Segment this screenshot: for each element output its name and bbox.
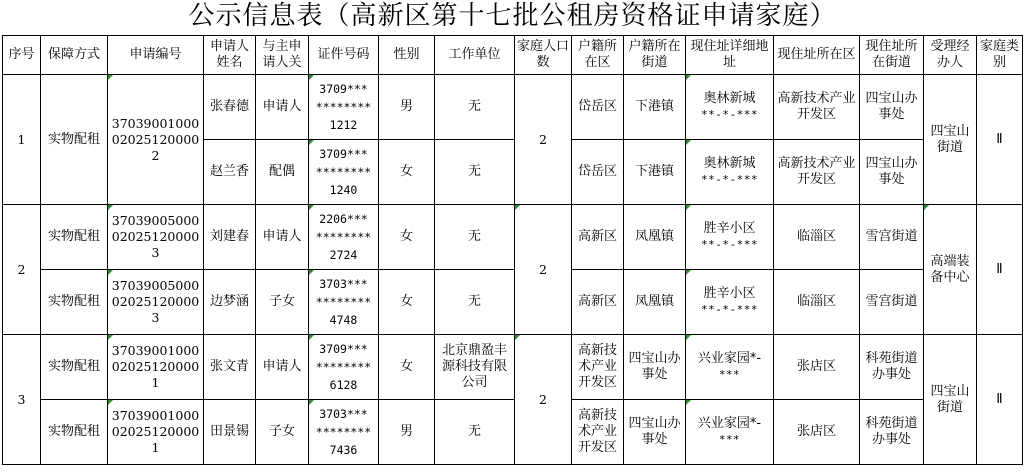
address-cell — [686, 75, 774, 140]
family-size-cell: 2 — [515, 75, 572, 205]
header-hukou-street: 户籍所在街道 — [624, 36, 686, 75]
header-family-size: 家庭人口数 — [515, 36, 572, 75]
office-cell: 四宝山街道 — [924, 75, 977, 205]
seq-cell: 3 — [3, 335, 41, 465]
address-cell — [686, 335, 774, 400]
employer-cell: 无 — [435, 205, 515, 270]
table-row — [3, 205, 1023, 270]
gender-cell: 女 — [379, 205, 435, 270]
name-cell: 边梦涵 — [204, 270, 256, 335]
table-row — [3, 335, 1023, 400]
cur-district-cell: 高新技术产业开发区 — [774, 140, 860, 205]
name-cell: 张文青 — [204, 335, 256, 400]
cur-street-cell: 雪宫街道 — [860, 270, 924, 335]
cur-district-cell: 高新技术产业开发区 — [774, 75, 860, 140]
cur-street-cell: 四宝山办事处 — [860, 75, 924, 140]
address-text: 奥林新城 — [703, 91, 756, 106]
relation-cell: 申请人 — [256, 335, 309, 400]
employer-cell: 北京鼎盈丰源科技有限公司 — [435, 335, 515, 400]
id-cell: 3709*** ******** 6128 — [309, 335, 379, 400]
hukou-district-cell: 高新区 — [572, 205, 624, 270]
hukou-district-cell: 岱岳区 — [572, 140, 624, 205]
header-address: 现住址详细地址 — [686, 36, 774, 75]
family-size-cell: 2 — [515, 205, 572, 335]
header-relation: 与主申请人关 — [256, 36, 309, 75]
header-gender: 性别 — [379, 36, 435, 75]
relation-cell: 子女 — [256, 400, 309, 465]
method-cell: 实物配租 — [41, 335, 108, 400]
header-category: 家庭类别 — [977, 36, 1023, 75]
app-no-cell: 37039005000020251200003 — [108, 270, 204, 335]
address-mask: **-*-*** — [701, 238, 758, 251]
hukou-street-cell: 凤凰镇 — [624, 270, 686, 335]
method-cell: 实物配租 — [41, 270, 108, 335]
name-cell: 刘建春 — [204, 205, 256, 270]
hukou-district-cell: 高新区 — [572, 270, 624, 335]
gender-cell: 男 — [379, 75, 435, 140]
hukou-district-cell: 岱岳区 — [572, 75, 624, 140]
hukou-street-cell: 四宝山办事处 — [624, 335, 686, 400]
employer-cell: 无 — [435, 400, 515, 465]
header-method: 保障方式 — [41, 36, 108, 75]
hukou-district-cell: 高新技术产业开发区 — [572, 335, 624, 400]
hukou-street-cell: 四宝山办事处 — [624, 400, 686, 465]
header-cur-district: 现住址所在区 — [774, 36, 860, 75]
hukou-street-cell: 凤凰镇 — [624, 205, 686, 270]
table-row — [3, 400, 1023, 465]
address-text: 奥林新城 — [703, 156, 756, 171]
hukou-street-cell: 下港镇 — [624, 140, 686, 205]
table-row — [3, 75, 1023, 140]
relation-cell: 申请人 — [256, 75, 309, 140]
cur-street-cell: 四宝山办事处 — [860, 140, 924, 205]
id-cell: 3703*** ******** 7436 — [309, 400, 379, 465]
name-cell: 田景锡 — [204, 400, 256, 465]
header-hukou-district: 户籍所在区 — [572, 36, 624, 75]
header-cur-street: 现住址所在街道 — [860, 36, 924, 75]
address-mask: **-*-*** — [701, 108, 758, 121]
header-id: 证件号码 — [309, 36, 379, 75]
address-cell — [686, 205, 774, 270]
id-cell: 3709*** ******** 1240 — [309, 140, 379, 205]
cur-street-cell: 科苑街道办事处 — [860, 335, 924, 400]
address-mask: **-*-*** — [701, 173, 758, 186]
address-text: 胜辛小区 — [703, 221, 756, 236]
method-cell: 实物配租 — [41, 75, 108, 205]
category-cell: Ⅱ — [977, 75, 1023, 205]
name-cell: 张春德 — [204, 75, 256, 140]
header-row — [3, 36, 1023, 75]
seq-cell: 1 — [3, 75, 41, 205]
cur-district-cell: 临淄区 — [774, 270, 860, 335]
app-no-cell: 37039001000020251200001 — [108, 400, 204, 465]
method-cell: 实物配租 — [41, 400, 108, 465]
office-cell: 高端装备中心 — [924, 205, 977, 335]
family-size-cell: 2 — [515, 335, 572, 465]
cur-street-cell: 雪宫街道 — [860, 205, 924, 270]
header-employer: 工作单位 — [435, 36, 515, 75]
address-cell — [686, 400, 774, 465]
gender-cell: 男 — [379, 400, 435, 465]
gender-cell: 女 — [379, 140, 435, 205]
category-cell: Ⅱ — [977, 335, 1023, 465]
id-cell: 2206*** ******** 2724 — [309, 205, 379, 270]
header-name: 申请人姓名 — [204, 36, 256, 75]
office-cell: 四宝山街道 — [924, 335, 977, 465]
employer-cell: 无 — [435, 140, 515, 205]
table-row — [3, 270, 1023, 335]
employer-cell: 无 — [435, 75, 515, 140]
cur-district-cell: 临淄区 — [774, 205, 860, 270]
address-mask: *** — [718, 368, 741, 381]
address-text: 兴业家园*- — [697, 351, 762, 366]
hukou-street-cell: 下港镇 — [624, 75, 686, 140]
header-app-no: 申请编号 — [108, 36, 204, 75]
gender-cell: 女 — [379, 270, 435, 335]
app-no-cell: 37039001000020251200002 — [108, 75, 204, 205]
address-text: 兴业家园*- — [697, 416, 762, 431]
app-no-cell: 37039005000020251200003 — [108, 205, 204, 270]
page-title: 公示信息表（高新区第十七批公租房资格证申请家庭） — [188, 1, 837, 31]
employer-cell: 无 — [435, 270, 515, 335]
address-cell — [686, 270, 774, 335]
address-mask: **-*-*** — [701, 303, 758, 316]
cur-street-cell: 科苑街道办事处 — [860, 400, 924, 465]
id-cell: 3709*** ******** 1212 — [309, 75, 379, 140]
method-cell: 实物配租 — [41, 205, 108, 270]
header-seq: 序号 — [3, 36, 41, 75]
category-cell: Ⅱ — [977, 205, 1023, 335]
address-cell — [686, 140, 774, 205]
applicant-table — [2, 35, 1023, 465]
header-office: 受理经办人 — [924, 36, 977, 75]
app-no-cell: 37039001000020251200001 — [108, 335, 204, 400]
seq-cell: 2 — [3, 205, 41, 335]
address-text: 胜辛小区 — [703, 286, 756, 301]
hukou-district-cell: 高新技术产业开发区 — [572, 400, 624, 465]
relation-cell: 子女 — [256, 270, 309, 335]
id-cell: 3703*** ******** 4748 — [309, 270, 379, 335]
gender-cell: 女 — [379, 335, 435, 400]
relation-cell: 配偶 — [256, 140, 309, 205]
address-mask: *** — [718, 433, 741, 446]
cur-district-cell: 张店区 — [774, 400, 860, 465]
cur-district-cell: 张店区 — [774, 335, 860, 400]
relation-cell: 申请人 — [256, 205, 309, 270]
name-cell: 赵兰香 — [204, 140, 256, 205]
